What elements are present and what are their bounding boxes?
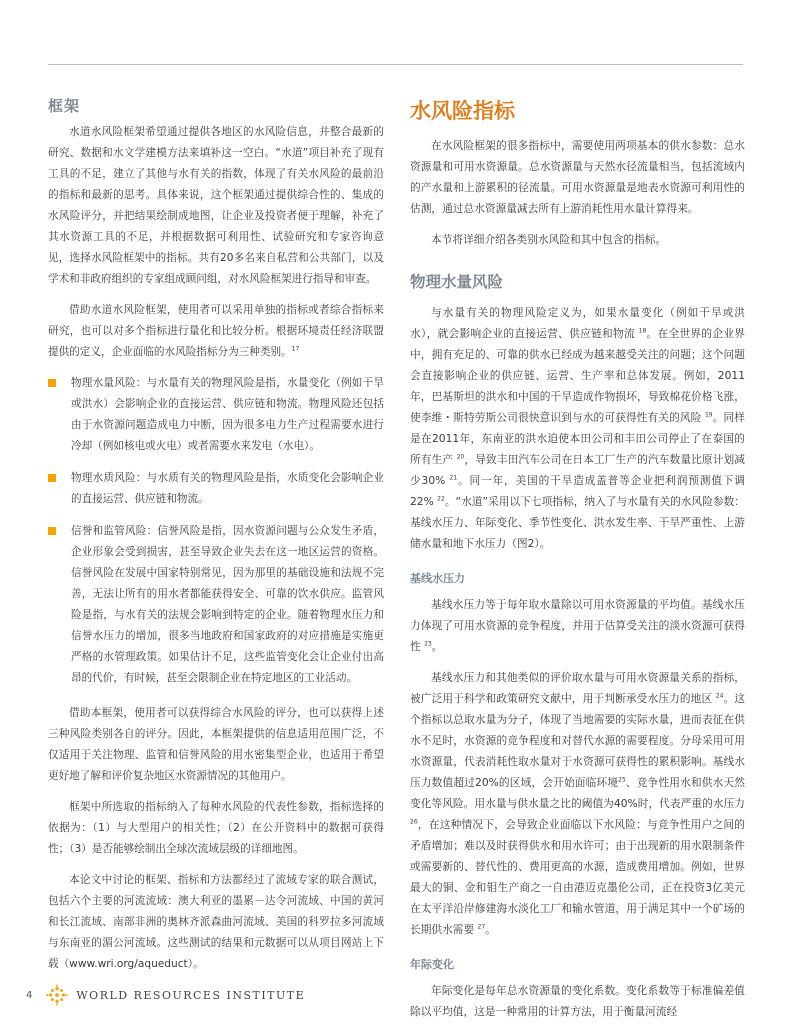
wri-logo-icon: [46, 984, 68, 1006]
list-item: 物理水质风险：与水质有关的物理风险是指，水质变化会影响企业的直接运营、供应链和物流。: [48, 468, 384, 510]
top-rule: [48, 64, 743, 65]
footnote-ref: 19: [704, 411, 713, 419]
risk-category-list: [48, 373, 384, 689]
footnote-ref: 27: [477, 923, 486, 931]
footnote-ref: 22: [437, 495, 445, 503]
list-item: 物理水量风险：与水量有关的物理风险是指，水量变化（例如干旱或洪水）会影响企业的直接运营、供应链和物流。物理风险还包括由于水资源问题造成电力中断，因为很多电力生产过程需要水进行冷却（例如核电或火电）或者需要水来发电（水电）。: [48, 373, 384, 457]
left-column: [48, 95, 384, 985]
footnote-ref: 17: [291, 345, 300, 353]
footnote-ref: 21: [449, 474, 458, 482]
framework-paragraph-1: 水道水风险框架希望通过提供各地区的水风险信息，并整合最新的研究、数据和水文学建模方法来填补这一空白。“水道”项目补充了现有工具的不足，建立了其他与水有关的指数，体现了有关水风险的最前沿的指标和最新的思考。具体来说，这个框架通过提供综合性的、集成的水风险评分，并把结果绘制成地图，让企业及投资者便于理解，补充了其水资源工具的不足，并根据数据可利用性、试验研究和专家咨询意见，选择水风险框架中的指标。共有20多名来自私营和公共部门，以及学术和非政府组织的专家组成顾问组，对水风险框架进行指导和审查。: [48, 126, 384, 285]
subsection-heading-physical-quantity: 物理水量风险: [410, 273, 504, 291]
framework-paragraph-4: 框架中所选取的指标纳入了每种水风险的代表性参数，指标选择的依据为：（1）与大型用户的相关性；（2）在公开资料中的数据可获得性；（3）是否能够绘制出全球次流域层级的详细地图。: [48, 801, 384, 855]
footnote-ref: 26: [410, 818, 418, 826]
bullet-square-icon: [48, 527, 56, 535]
footnote-ref: 18: [638, 327, 647, 335]
indicators-intro-2: 本节将详细介绍各类别水风险和其中包含的指标。: [431, 233, 667, 246]
footnote-ref: 25: [618, 776, 626, 784]
indicators-intro-1: 在水风险框架的很多指标中，需要使用两项基本的供水参数：总水资源量和可用水资源量。总水资源量与天然水径流量相当，包括流域内的产水量和上游累积的径流量。可用水资源量是地表水资源可利用性的估测，通过总水资源量减去所有上游消耗性用水量计算得来。: [410, 139, 745, 215]
bullet-square-icon: [48, 474, 56, 482]
heading-interannual-variability: 年际变化: [410, 958, 454, 971]
footnote-ref: 24: [715, 692, 724, 700]
baseline-water-stress-paragraph-1: 基线水压力等于每年取水量除以可用水资源量的平均值。基线水压力体现了可用水资源的竞争程度，并用于估算受关注的淡水资源可获得性 $^{23}$。: [410, 598, 745, 653]
page-footer: [26, 983, 305, 1007]
page-number: 4: [26, 989, 33, 1001]
list-item: 信誉和监管风险：信誉风险是指，因水资源问题与公众发生矛盾，企业形象会受到损害，甚至导致企业失去在这一地区运营的资格。信誉风险在发展中国家特别常见，因为那里的基础设施和法规不完善，无法让所有的用水者都能获得安全、可靠的饮水供应。监管风险是指，与水有关的法规会影响到特定的企业。随着物理水压力和信誉水压力的增加，很多当地政府和国家政府的对应措施是实施更严格的水管理政策。如果估计不足，这些监管变化会让企业付出高昂的代价，有时候，甚至会限制企业在特定地区的工业活动。: [48, 521, 384, 689]
physical-quantity-paragraph: 与水量有关的物理风险定义为，如果水量变化（例如干旱或洪水），就会影响企业的直接运营、供应链和物流 $^{18}$。在全世界的企业界中，拥有充足的、可靠的供水已经成为越来越受关注的问题；这个问题会直接影响企业的供应链、运营、生产率和总体发展。例如，2011年，巴基斯坦的洪水和中国的干旱造成作物损坏，导致棉花价格飞涨，使李维・斯特劳斯公司很快意识到与水的可获得性有关的风险 $^{19}$。同样是在2011年，东南亚的洪水迫使本田公司和丰田公司停止了在泰国的所有生产 $^{20}$，导致丰田汽车公司在日本工厂生产的汽车数量比原计划减少30% $^{21}$。同一年，美国的干旱造成盖普等企业把利润预测值下调22% $^{22}$。“水道”采用以下七项指标，纳入了与水量有关的水风险参数：基线水压力、年际变化、季节性变化、洪水发生率、干旱严重性、上游储水量和地下水压力（图2）。: [410, 306, 745, 550]
baseline-water-stress-paragraph-2: 基线水压力和其他类似的评价取水量与可用水资源量关系的指标，被广泛用于科学和政策研究文献中，用于判断承受水压力的地区 $^{24}$。这个指标以总取水量为分子，体现了当地需要的实际水量，进而表征在供水不足时，水资源的竞争程度和对替代水源的需要程度。分母采用可用水资源量，代表消耗性取水量对于水资源可获得性的累积影响。基线水压力数值超过20%的区域，会开始面临环境$^{25}$、竞争性用水和供水天然变化等风险。用水量与供水量之比的阈值为40%时，代表严重的水压力 $^{26}$，在这种情况下，会导致企业面临以下水风险：与竞争性用户之间的矛盾增加；难以及时获得供水和用水许可；由于出现新的用水限制条件或需要新的、替代性的、费用更高的水源，造成费用增加。例如，世界最大的铜、金和钼生产商之一自由港迈克墨伦公司，正在投资3亿美元在太平洋沿岸修建海水淡化工厂和输水管道，用于满足其中一个矿场的长期供水需要 $^{27}$。: [410, 671, 745, 936]
page-title: 水风险指标: [410, 99, 515, 123]
heading-baseline-water-stress: 基线水压力: [410, 572, 465, 585]
framework-paragraph-5: 本论文中讨论的框架、指标和方法都经过了流域专家的联合测试，包括六个主要的河流流域：澳大利亚的墨累－达令河流域、中国的黄河和长江流域、南部非洲的奥林齐派森曲河流域、美国的科罗拉多河流域与东南亚的湄公河流域。这些测试的结果和元数据可以从项目网站上下载（www.wri.org/aqueduct）。: [48, 874, 384, 970]
right-column: [410, 95, 745, 1032]
section-heading-framework: 框架: [48, 97, 81, 115]
framework-paragraph-3: 借助本框架，使用者可以获得综合水风险的评分，也可以获得上述三种风险类别各自的评分。因此，本框架提供的信息适用范围广泛，不仅适用于关注物理、监管和信誉风险的用水密集型企业，也适用于希望更好地了解和评价复杂地区水资源情况的其他用户。: [48, 707, 384, 782]
bullet-square-icon: [48, 379, 56, 387]
interannual-variability-paragraph: 年际变化是每年总水资源量的变化系数。变化系数等于标准偏差值除以平均值，这是一种常用的计算方法，用于衡量河流经: [410, 984, 745, 1018]
footnote-ref: 23: [424, 640, 432, 648]
organization-name: WORLD RESOURCES INSTITUTE: [76, 988, 306, 1002]
footnote-ref: 20: [456, 453, 465, 461]
framework-paragraph-2: 借助水道水风险框架，使用者可以采用单独的指标或者综合指标来研究，也可以对多个指标进行量化和比较分析。根据环境责任经济联盟提供的定义，企业面临的水风险指标分为三种类别。$^{17}$: [48, 304, 384, 358]
